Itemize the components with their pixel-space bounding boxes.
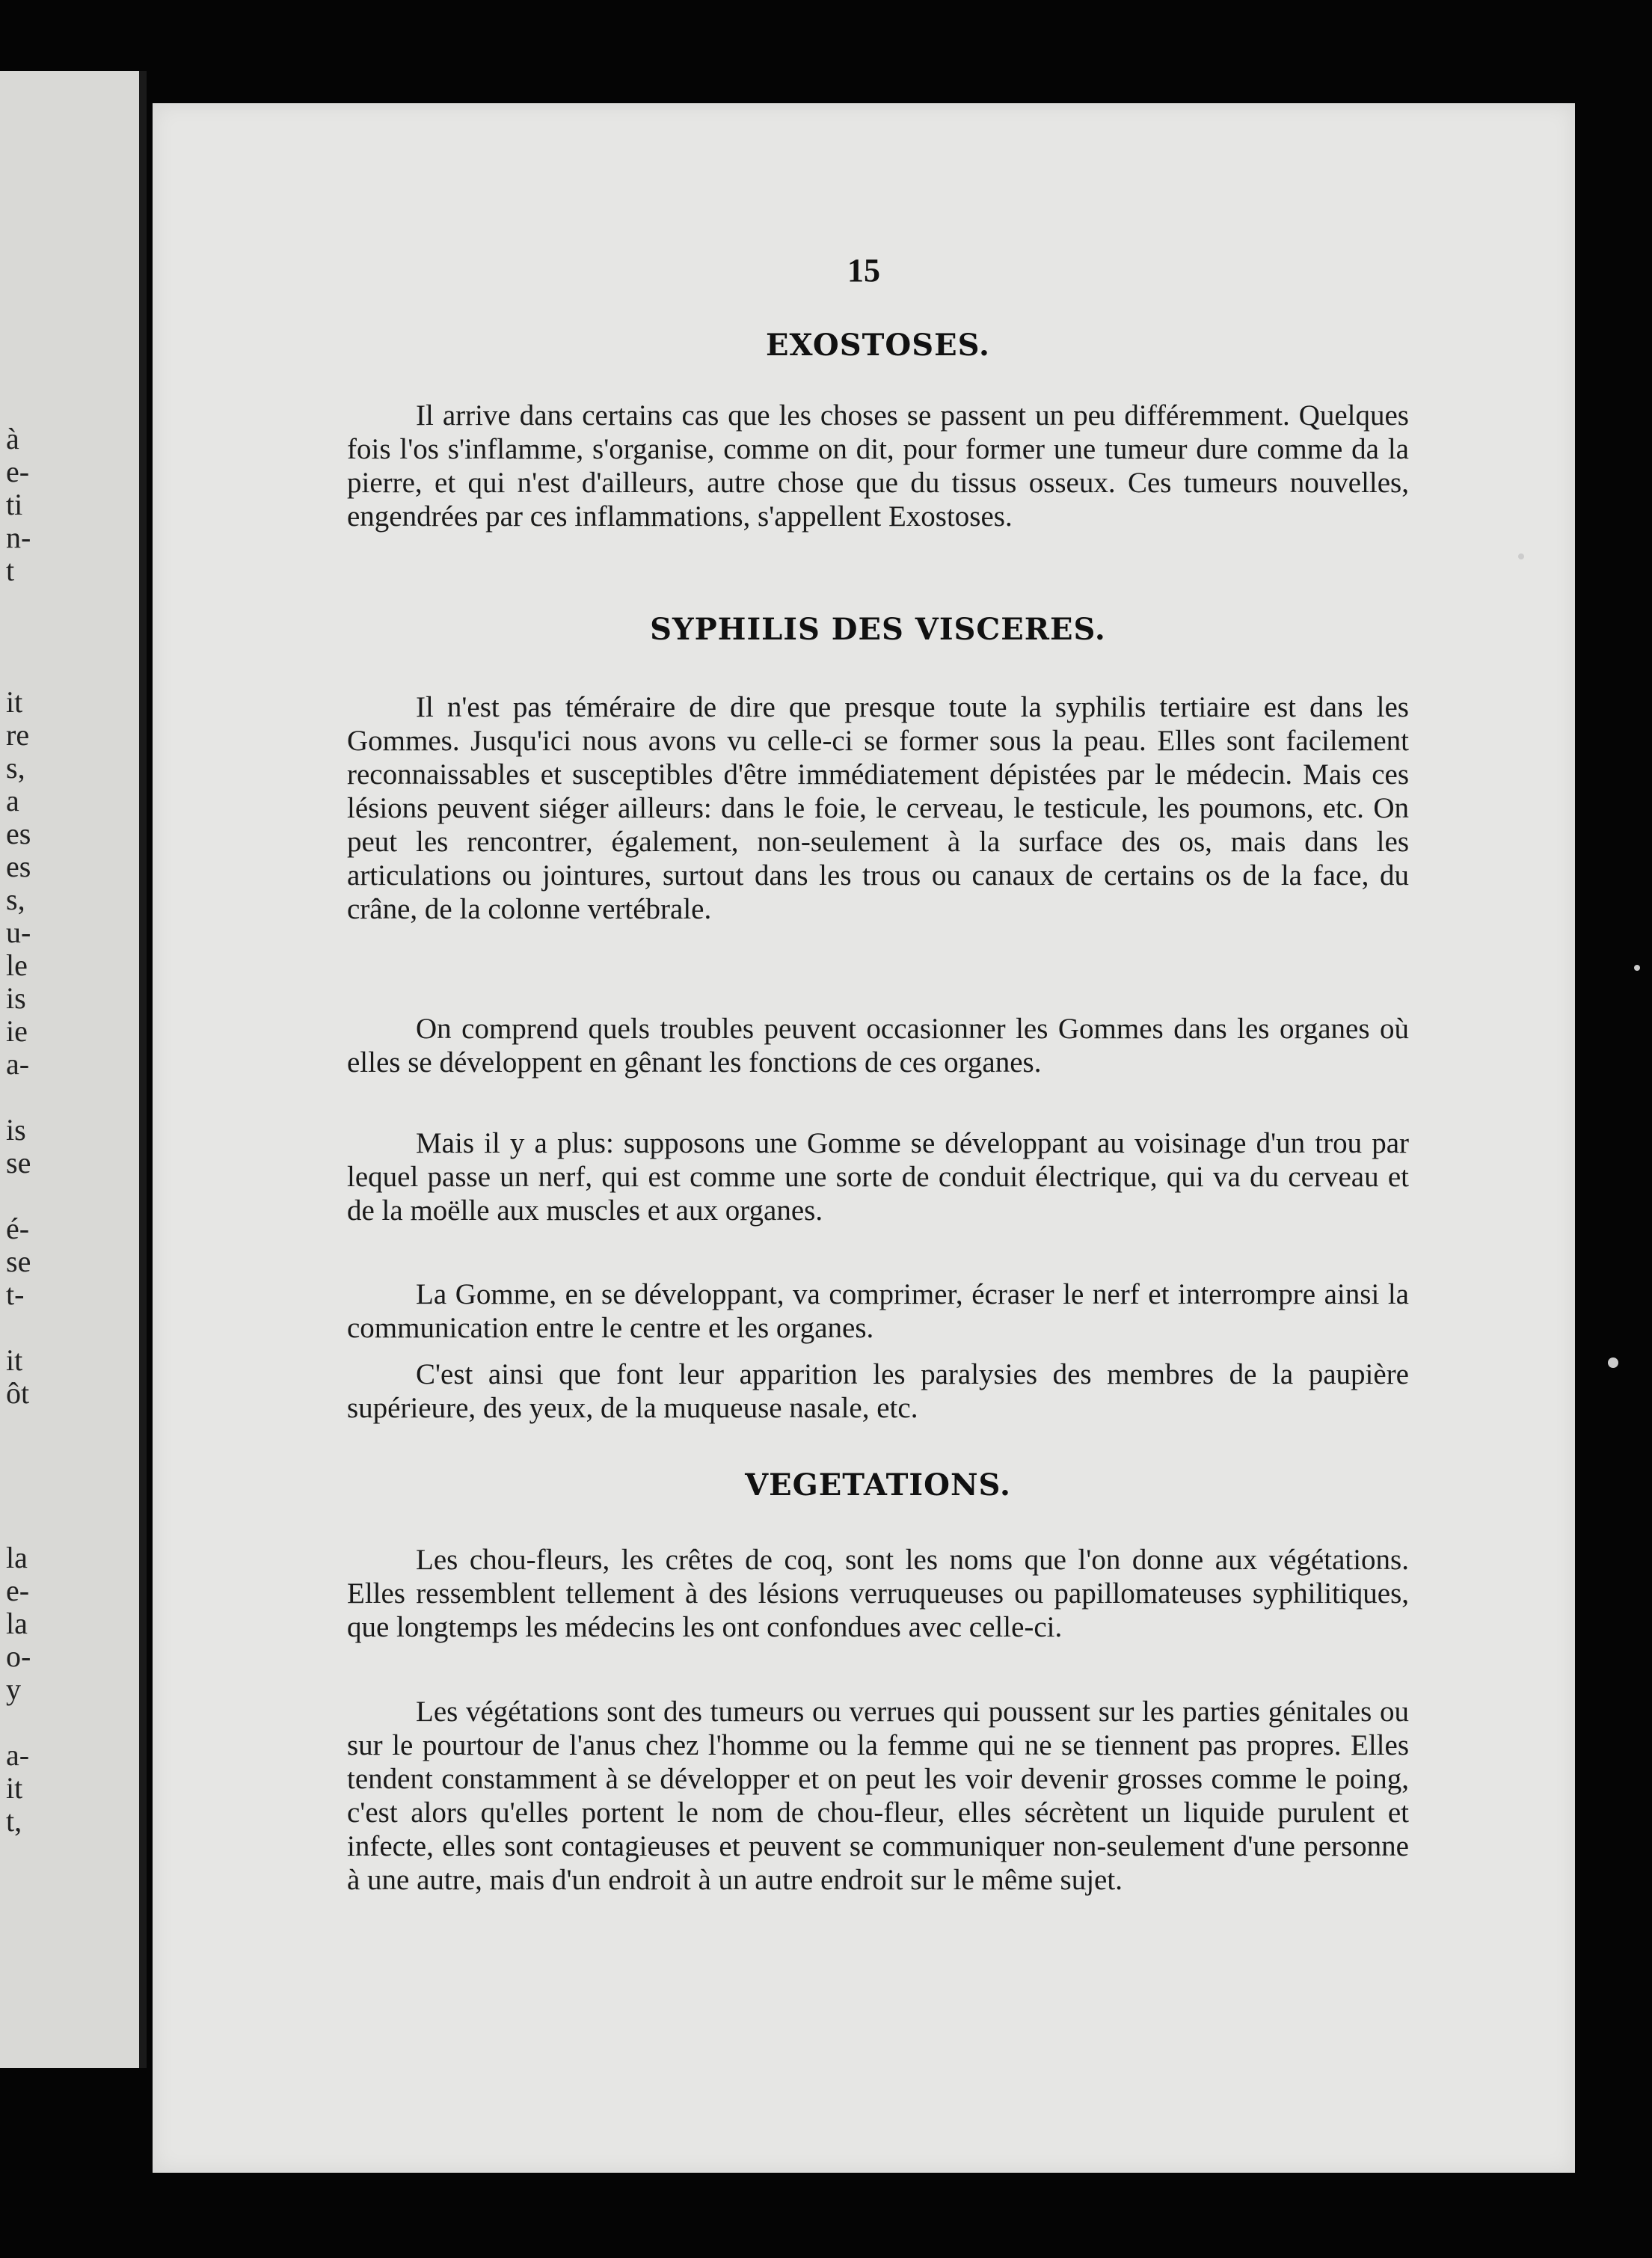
- paragraph-vegetations-1: Les chou-fleurs, les crêtes de coq, sont les noms que l'on donne aux végétations. Elles ressemblent tellement à des lésions verruqueuses ou papillomateuses syphilitiques, que longtemps les médecins les ont confondues avec celle-ci.: [347, 1544, 1409, 1643]
- left-page-fragment: u-: [6, 915, 31, 949]
- heading-exostoses: EXOSTOSES.: [766, 328, 990, 363]
- left-page-fragment: y: [6, 1672, 21, 1706]
- paragraph-exostoses: Il arrive dans certains cas que les choses se passent un peu différemment. Quelques fois l'os s'inflamme, s'organise, comme on dit, pour former une tumeur dure comme da la pierre, et qui n'est d'ailleurs, autre chose que du tissus osseux. Ces tumeurs nouvelles, engendrées par ces inflammations, s'appellent Exostoses.: [347, 399, 1409, 533]
- page-number: 15: [847, 252, 880, 289]
- left-page-fragment: le: [6, 948, 28, 982]
- left-page-fragment: s,: [6, 883, 25, 916]
- left-page-fragment: à: [6, 422, 19, 455]
- left-page-fragment: a-: [6, 1738, 30, 1772]
- left-page-fragment: ôt: [6, 1376, 30, 1410]
- left-page-fragment: é-: [6, 1212, 30, 1245]
- left-page-fragment: ti: [6, 488, 23, 521]
- paragraph-syphilis-4: La Gomme, en se développant, va comprimer, écraser le nerf et interrompre ainsi la communication entre le centre et les organes.: [347, 1278, 1409, 1344]
- left-page-fragment: t-: [6, 1277, 25, 1311]
- left-page-fragment: o-: [6, 1639, 31, 1673]
- left-page-fragment: it: [6, 1343, 23, 1377]
- left-page-fragment: it: [6, 1771, 23, 1805]
- paragraph-syphilis-5: C'est ainsi que font leur apparition les paralysies des membres de la paupière supérieure, des yeux, de la muqueuse nasale, etc.: [347, 1358, 1409, 1424]
- left-page-fragment: se: [6, 1146, 31, 1179]
- scan-speck: [1608, 1357, 1618, 1368]
- left-page-edge: [0, 71, 147, 2068]
- left-page-fragment: re: [6, 718, 30, 752]
- left-page-fragment: it: [6, 685, 23, 719]
- heading-syphilis-visceres: SYPHILIS DES VISCERES.: [650, 612, 1106, 647]
- page-gutter: [139, 71, 147, 2068]
- page: [153, 103, 1575, 2173]
- left-page-fragment: es: [6, 850, 31, 883]
- left-page-fragment: a: [6, 784, 19, 817]
- paragraph-syphilis-1: Il n'est pas téméraire de dire que presque toute la syphilis tertiaire est dans les Gommes. Jusqu'ici nous avons vu celle-ci se former sous la peau. Elles sont facilement reconnaissables et susceptibles d'être immédiatement dépistées par le médecin. Mais ces lésions peuvent siéger ailleurs: dans le foie, le cerveau, le testicule, les poumons, etc. On peut les rencontrer, également, non-seulement à la surface des os, mais dans les articulations ou jointures, surtout dans les trous ou canaux de certains os de la face, du crâne, de la colonne vertébrale.: [347, 691, 1409, 925]
- left-page-fragment: is: [6, 1113, 26, 1147]
- left-page-fragment: e-: [6, 455, 30, 488]
- left-page-fragment: is: [6, 981, 26, 1015]
- scan-speck: [1518, 553, 1524, 559]
- scan-speck: [1634, 965, 1640, 971]
- left-page-fragment: a-: [6, 1047, 30, 1081]
- left-page-fragment: es: [6, 817, 31, 850]
- paragraph-vegetations-2: Les végétations sont des tumeurs ou verrues qui poussent sur les parties génitales ou sur le pourtour de l'anus chez l'homme ou la femme qui ne se tiennent pas propres. Elles tendent constamment à se développer et on peut les voir devenir grosses comme le poing, c'est alors qu'elles portent le nom de chou-fleur, elles sécrètent un liquide purulent et infecte, elles sont contagieuses et peuvent se communiquer non-seulement d'une personne à une autre, mais d'un endroit à un autre endroit sur le même sujet.: [347, 1696, 1409, 1896]
- left-page-fragment: t: [6, 553, 15, 587]
- left-page-fragment: n-: [6, 521, 31, 554]
- paragraph-syphilis-2: On comprend quels troubles peuvent occasionner les Gommes dans les organes où elles se développent en gênant les fonctions de ces organes.: [347, 1013, 1409, 1079]
- heading-vegetations: VEGETATIONS.: [745, 1467, 1011, 1503]
- left-page-fragment: la: [6, 1607, 28, 1640]
- left-page-fragment: ie: [6, 1014, 28, 1048]
- left-page-fragment: t,: [6, 1804, 22, 1838]
- left-page-fragment: se: [6, 1245, 31, 1278]
- left-page-fragment: s,: [6, 751, 25, 785]
- left-page-fragment: la: [6, 1541, 28, 1574]
- paragraph-syphilis-3: Mais il y a plus: supposons une Gomme se développant au voisinage d'un trou par lequel passe un nerf, qui est comme une sorte de conduit électrique, qui va du cerveau et de la moëlle aux muscles et aux organes.: [347, 1127, 1409, 1227]
- left-page-fragment: e-: [6, 1574, 30, 1607]
